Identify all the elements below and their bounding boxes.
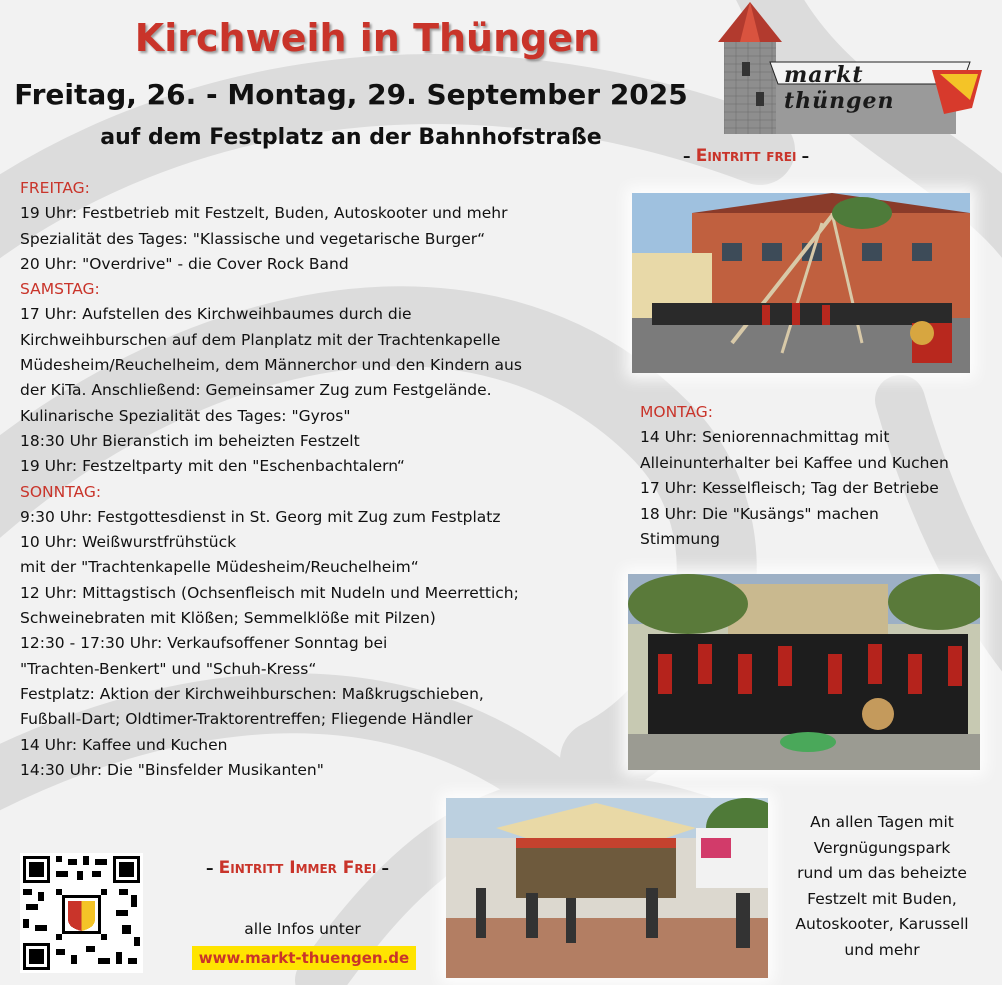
- program-line: Kirchweihburschen auf dem Planplatz mit der Trachtenkapelle: [20, 330, 501, 349]
- logo-text: markt thüngen: [784, 62, 895, 114]
- infos-label: alle Infos unter: [244, 920, 361, 938]
- program-line: 14 Uhr: Seniorennachmittag mit: [640, 428, 890, 447]
- dash-right: –: [376, 859, 390, 877]
- program-line: 9:30 Uhr: Festgottesdienst in St. Georg mit Zug zum Festplatz: [20, 507, 501, 526]
- program-line: 19 Uhr: Festbetrieb mit Festzelt, Buden, Autoskooter und mehr: [20, 204, 508, 223]
- admission-text: Eintritt Immer Frei: [218, 858, 377, 878]
- program-line: 10 Uhr: Weißwurstfrühstück: [20, 533, 237, 552]
- program-line: der KiTa. Anschließend: Gemeinsamer Zug zum Festgelände.: [20, 381, 492, 400]
- fun-park-line: Festzelt mit Buden,: [807, 889, 957, 908]
- monday-program: [640, 400, 1000, 552]
- program-line: Alleinunterhalter bei Kaffee und Kuchen: [640, 453, 949, 472]
- fun-park-line: und mehr: [844, 940, 920, 959]
- program-line: Fußball-Dart; Oldtimer-Traktorentreffen; Fliegende Händler: [20, 710, 473, 729]
- program-list: [20, 176, 620, 783]
- event-location: auf dem Festplatz an der Bahnhofstraße: [100, 125, 602, 150]
- photo-tree-raising: [632, 193, 970, 373]
- fun-park-line: Autoskooter, Karussell: [795, 915, 969, 933]
- program-line: Schweinebraten mit Klößen; Semmelklöße mit Pilzen): [20, 609, 436, 628]
- program-line: Stimmung: [640, 530, 720, 549]
- program-line: 18 Uhr: Die "Kusängs" machen: [640, 504, 879, 523]
- dash-left: –: [205, 859, 219, 877]
- program-line: 17 Uhr: Kesselfleisch; Tag der Betriebe: [640, 479, 939, 498]
- program-line: Kulinarische Spezialität des Tages: "Gyros": [20, 406, 351, 425]
- program-line: Spezialität des Tages: "Klassische und vegetarische Burger“: [20, 229, 486, 248]
- admission-free-top: [683, 146, 809, 166]
- program-line: 12 Uhr: Mittagstisch (Ochsenfleisch mit Nudeln und Meerrettich;: [20, 583, 519, 602]
- program-line: 14:30 Uhr: Die "Binsfelder Musikanten": [20, 760, 324, 779]
- dash-left: –: [683, 147, 696, 165]
- day-heading-saturday: SAMSTAG:: [20, 280, 100, 299]
- event-dates: Freitag, 26. - Montag, 29. September 2025: [14, 78, 688, 111]
- program-line: Müdesheim/Reuchelheim, dem Männerchor und den Kindern aus: [20, 356, 522, 375]
- program-line: 14 Uhr: Kaffee und Kuchen: [20, 735, 228, 754]
- fun-park-line: rund um das beheizte: [797, 864, 967, 882]
- fun-park-line: Vergnügungspark: [813, 838, 951, 857]
- fun-park-info: [782, 810, 982, 963]
- markt-thuengen-logo: [700, 0, 990, 140]
- photo-carousel: [446, 798, 768, 978]
- program-line: Festplatz: Aktion der Kirchweihburschen: Maßkrugschieben,: [20, 684, 484, 703]
- program-line: 12:30 - 17:30 Uhr: Verkaufsoffener Sonntag bei: [20, 634, 388, 653]
- photo-group-kirchweihburschen: [628, 574, 980, 770]
- day-heading-monday: MONTAG:: [640, 403, 713, 421]
- program-line: "Trachten-Benkert" und "Schuh-Kress“: [20, 659, 317, 678]
- qr-code[interactable]: [20, 853, 143, 973]
- program-line: 20 Uhr: "Overdrive" - die Cover Rock Band: [20, 254, 349, 273]
- fun-park-line: An allen Tagen mit: [810, 813, 954, 831]
- website-link[interactable]: www.markt-thuengen.de: [192, 946, 416, 970]
- dash-right: –: [796, 147, 810, 165]
- admission-text: Eintritt frei: [695, 146, 797, 166]
- page-title: Kirchweih in Thüngen: [134, 16, 601, 60]
- day-heading-friday: FREITAG:: [20, 179, 90, 197]
- admission-free-bottom: [165, 858, 430, 878]
- program-line: mit der "Trachtenkapelle Müdesheim/Reuchelheim“: [20, 558, 419, 577]
- program-line: 19 Uhr: Festzeltparty mit den "Eschenbachtalern“: [20, 457, 405, 476]
- day-heading-sunday: SONNTAG:: [20, 482, 102, 501]
- program-line: 17 Uhr: Aufstellen des Kirchweihbaumes durch die: [20, 305, 412, 324]
- program-line: 18:30 Uhr Bieranstich im beheizten Festzelt: [20, 431, 360, 450]
